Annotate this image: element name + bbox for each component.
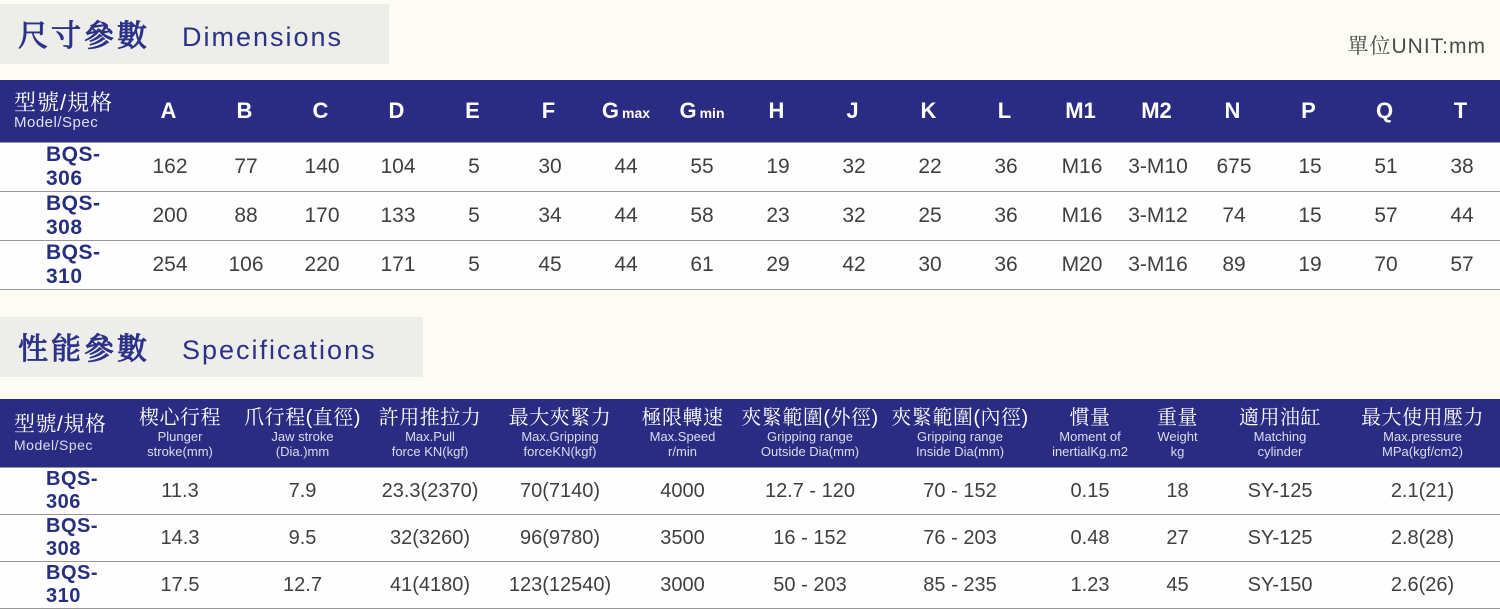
cell: 45 xyxy=(1140,562,1215,609)
col-label-en1: Jaw stroke xyxy=(240,430,365,445)
cell: 89 xyxy=(1196,240,1272,289)
cell: 42 xyxy=(816,240,892,289)
col-label-zh: 適用油缸 xyxy=(1215,406,1345,430)
cell: 38 xyxy=(1424,142,1500,191)
table-row xyxy=(0,468,1500,515)
cell: 57 xyxy=(1424,240,1500,289)
col-label: L xyxy=(998,98,1011,123)
cell: 22 xyxy=(892,142,968,191)
col-label: M2 xyxy=(1141,98,1172,123)
cell: 32 xyxy=(816,142,892,191)
col-label-zh: 楔心行程 xyxy=(120,406,240,430)
cell: 25 xyxy=(892,191,968,240)
col-label: M1 xyxy=(1065,98,1096,123)
cell: 12.7 - 120 xyxy=(740,468,880,515)
spec-col-header-max-speed xyxy=(625,399,740,468)
dim-col-header-f xyxy=(512,80,588,142)
dim-col-header-m2 xyxy=(1120,80,1196,142)
cell: 14.3 xyxy=(120,515,240,562)
cell: 23 xyxy=(740,191,816,240)
dim-col-header-l xyxy=(968,80,1044,142)
cell: 15 xyxy=(1272,191,1348,240)
col-label-en1: Max.pressure xyxy=(1345,430,1500,445)
model-cell: BQS-306 xyxy=(0,468,120,515)
cell: 36 xyxy=(968,240,1044,289)
cell: 58 xyxy=(664,191,740,240)
cell: 32(3260) xyxy=(365,515,495,562)
col-sub-label: max xyxy=(622,105,650,121)
cell: 61 xyxy=(664,240,740,289)
col-label: G xyxy=(679,98,696,123)
cell: 3-M16 xyxy=(1120,240,1196,289)
cell: 140 xyxy=(284,142,360,191)
cell: 2.6(26) xyxy=(1345,562,1500,609)
specifications-table-body xyxy=(0,468,1500,609)
cell: 3000 xyxy=(625,562,740,609)
col-label-en1: Matching xyxy=(1215,430,1345,445)
col-label: J xyxy=(846,98,858,123)
cell: 2.1(21) xyxy=(1345,468,1500,515)
cell: 200 xyxy=(132,191,208,240)
col-label-zh: 最大夾緊力 xyxy=(495,406,625,430)
dim-col-header-gmin xyxy=(664,80,740,142)
dimensions-table-body xyxy=(0,142,1500,289)
model-cell: BQS-306 xyxy=(0,142,132,191)
cell: 133 xyxy=(360,191,436,240)
cell: 50 - 203 xyxy=(740,562,880,609)
col-label: D xyxy=(389,98,405,123)
spec-col-header-plunger-stroke xyxy=(120,399,240,468)
col-label-zh: 許用推拉力 xyxy=(365,406,495,430)
dimensions-table-head xyxy=(0,80,1500,142)
cell: 12.7 xyxy=(240,562,365,609)
dim-col-header-gmax xyxy=(588,80,664,142)
specifications-section-title xyxy=(0,317,423,377)
cell: 0.15 xyxy=(1040,468,1140,515)
unit-label: 單位UNIT:mm xyxy=(1348,30,1487,64)
col-label-en1: Gripping range xyxy=(740,430,880,445)
cell: 17.5 xyxy=(120,562,240,609)
model-cell: BQS-308 xyxy=(0,191,132,240)
col-label: K xyxy=(921,98,937,123)
col-label-zh: 爪行程(直徑) xyxy=(240,406,365,430)
table-row xyxy=(0,515,1500,562)
col-label-en2: stroke(mm) xyxy=(120,445,240,460)
cell: SY-150 xyxy=(1215,562,1345,609)
cell: 44 xyxy=(588,142,664,191)
col-label-zh: 慣量 xyxy=(1040,406,1140,430)
specifications-table xyxy=(0,399,1500,609)
cell: 55 xyxy=(664,142,740,191)
col-label: F xyxy=(542,98,555,123)
dim-col-header-c xyxy=(284,80,360,142)
dim-col-header-d xyxy=(360,80,436,142)
cell: 70 - 152 xyxy=(880,468,1040,515)
cell: SY-125 xyxy=(1215,515,1345,562)
cell: 32 xyxy=(816,191,892,240)
dim-col-header-p xyxy=(1272,80,1348,142)
col-label-zh: 重量 xyxy=(1140,406,1215,430)
cell: 70(7140) xyxy=(495,468,625,515)
specifications-title-en: Specifications xyxy=(182,335,377,366)
col-label: H xyxy=(769,98,785,123)
cell: 104 xyxy=(360,142,436,191)
dimensions-title-en: Dimensions xyxy=(182,22,343,53)
cell: 30 xyxy=(892,240,968,289)
model-cell: BQS-310 xyxy=(0,562,120,609)
cell: 51 xyxy=(1348,142,1424,191)
col-label-zh: 夾緊範圍(內徑) xyxy=(880,406,1040,430)
col-label: A xyxy=(161,98,177,123)
cell: 3500 xyxy=(625,515,740,562)
col-label-en2: Inside Dia(mm) xyxy=(880,445,1040,460)
cell: 162 xyxy=(132,142,208,191)
cell: M16 xyxy=(1044,142,1120,191)
col-label-en1: Max.Gripping xyxy=(495,430,625,445)
col-label-en2: r/min xyxy=(625,445,740,460)
table-row xyxy=(0,142,1500,191)
dim-col-header-m1 xyxy=(1044,80,1120,142)
cell: 5 xyxy=(436,240,512,289)
model-spec-label-zh: 型號/規格 xyxy=(14,90,132,115)
cell: 74 xyxy=(1196,191,1272,240)
cell: 9.5 xyxy=(240,515,365,562)
table-row xyxy=(0,240,1500,289)
cell: 4000 xyxy=(625,468,740,515)
dimensions-model-spec-header xyxy=(0,80,132,142)
cell: 36 xyxy=(968,142,1044,191)
spec-col-header-inertia xyxy=(1040,399,1140,468)
spec-model-spec-header xyxy=(0,399,120,468)
cell: 170 xyxy=(284,191,360,240)
col-label-en1: Gripping range xyxy=(880,430,1040,445)
dim-col-header-a xyxy=(132,80,208,142)
cell: 88 xyxy=(208,191,284,240)
cell: 18 xyxy=(1140,468,1215,515)
specifications-header-row xyxy=(0,399,1500,468)
spec-col-header-gripping-inside xyxy=(880,399,1040,468)
cell: 15 xyxy=(1272,142,1348,191)
col-label-en1: Max.Pull xyxy=(365,430,495,445)
col-label-zh: 極限轉速 xyxy=(625,406,740,430)
cell: 23.3(2370) xyxy=(365,468,495,515)
col-label-en2: kg xyxy=(1140,445,1215,460)
dim-col-header-h xyxy=(740,80,816,142)
model-cell: BQS-308 xyxy=(0,515,120,562)
cell: 171 xyxy=(360,240,436,289)
dim-col-header-n xyxy=(1196,80,1272,142)
model-spec-label-zh: 型號/規格 xyxy=(14,412,120,437)
col-label: N xyxy=(1225,98,1241,123)
cell: SY-125 xyxy=(1215,468,1345,515)
cell: 11.3 xyxy=(120,468,240,515)
dimensions-section-title xyxy=(0,4,389,64)
col-label-zh: 最大使用壓力 xyxy=(1345,406,1500,430)
cell: 45 xyxy=(512,240,588,289)
spec-col-header-max-pull xyxy=(365,399,495,468)
cell: 96(9780) xyxy=(495,515,625,562)
col-label-en2: (Dia.)mm xyxy=(240,445,365,460)
spec-col-header-max-pressure xyxy=(1345,399,1500,468)
col-label-en1: Moment of xyxy=(1040,430,1140,445)
col-label-en2: force KN(kgf) xyxy=(365,445,495,460)
col-label-en1: Max.Speed xyxy=(625,430,740,445)
cell: 5 xyxy=(436,142,512,191)
cell: 106 xyxy=(208,240,284,289)
spec-col-header-jaw-stroke xyxy=(240,399,365,468)
cell: M20 xyxy=(1044,240,1120,289)
table-row xyxy=(0,562,1500,609)
cell: 85 - 235 xyxy=(880,562,1040,609)
col-label-en2: forceKN(kgf) xyxy=(495,445,625,460)
cell: 19 xyxy=(740,142,816,191)
cell: 220 xyxy=(284,240,360,289)
cell: 44 xyxy=(588,191,664,240)
cell: 0.48 xyxy=(1040,515,1140,562)
dim-col-header-e xyxy=(436,80,512,142)
cell: 675 xyxy=(1196,142,1272,191)
table-row xyxy=(0,191,1500,240)
dimensions-header-row xyxy=(0,80,1500,142)
cell: 34 xyxy=(512,191,588,240)
col-label: C xyxy=(313,98,329,123)
model-spec-label-en: Model/Spec xyxy=(14,437,120,453)
col-label: T xyxy=(1454,98,1467,123)
cell: 7.9 xyxy=(240,468,365,515)
cell: 3-M10 xyxy=(1120,142,1196,191)
col-label-en2: cylinder xyxy=(1215,445,1345,460)
spec-col-header-max-gripping xyxy=(495,399,625,468)
cell: 57 xyxy=(1348,191,1424,240)
cell: 3-M12 xyxy=(1120,191,1196,240)
cell: M16 xyxy=(1044,191,1120,240)
dim-col-header-j xyxy=(816,80,892,142)
col-label-zh: 夾緊範圍(外徑) xyxy=(740,406,880,430)
cell: 36 xyxy=(968,191,1044,240)
cell: 254 xyxy=(132,240,208,289)
spec-col-header-matching-cylinder xyxy=(1215,399,1345,468)
cell: 30 xyxy=(512,142,588,191)
dimensions-title-zh: 尺寸參數 xyxy=(18,11,150,55)
col-sub-label: min xyxy=(700,105,725,121)
cell: 44 xyxy=(588,240,664,289)
specifications-table-head xyxy=(0,399,1500,468)
spec-col-header-weight xyxy=(1140,399,1215,468)
cell: 44 xyxy=(1424,191,1500,240)
col-label-en2: Outside Dia(mm) xyxy=(740,445,880,460)
model-spec-label-en: Model/Spec xyxy=(14,115,132,132)
col-label: B xyxy=(237,98,253,123)
col-label: Q xyxy=(1376,98,1393,123)
spec-col-header-gripping-outside xyxy=(740,399,880,468)
col-label-en1: Plunger xyxy=(120,430,240,445)
cell: 123(12540) xyxy=(495,562,625,609)
specifications-title-zh: 性能參數 xyxy=(18,324,150,368)
col-label: E xyxy=(465,98,480,123)
page-header xyxy=(0,0,1500,64)
col-label-en1: Weight xyxy=(1140,430,1215,445)
model-cell: BQS-310 xyxy=(0,240,132,289)
col-label-en2: inertialKg.m2 xyxy=(1040,445,1140,460)
cell: 77 xyxy=(208,142,284,191)
cell: 29 xyxy=(740,240,816,289)
cell: 70 xyxy=(1348,240,1424,289)
dimensions-table xyxy=(0,80,1500,290)
cell: 1.23 xyxy=(1040,562,1140,609)
dim-col-header-t xyxy=(1424,80,1500,142)
cell: 41(4180) xyxy=(365,562,495,609)
col-label: G xyxy=(602,98,619,123)
cell: 5 xyxy=(436,191,512,240)
dim-col-header-b xyxy=(208,80,284,142)
dim-col-header-k xyxy=(892,80,968,142)
col-label: P xyxy=(1301,98,1316,123)
cell: 19 xyxy=(1272,240,1348,289)
dim-col-header-q xyxy=(1348,80,1424,142)
cell: 16 - 152 xyxy=(740,515,880,562)
cell: 27 xyxy=(1140,515,1215,562)
cell: 76 - 203 xyxy=(880,515,1040,562)
cell: 2.8(28) xyxy=(1345,515,1500,562)
col-label-en2: MPa(kgf/cm2) xyxy=(1345,445,1500,460)
